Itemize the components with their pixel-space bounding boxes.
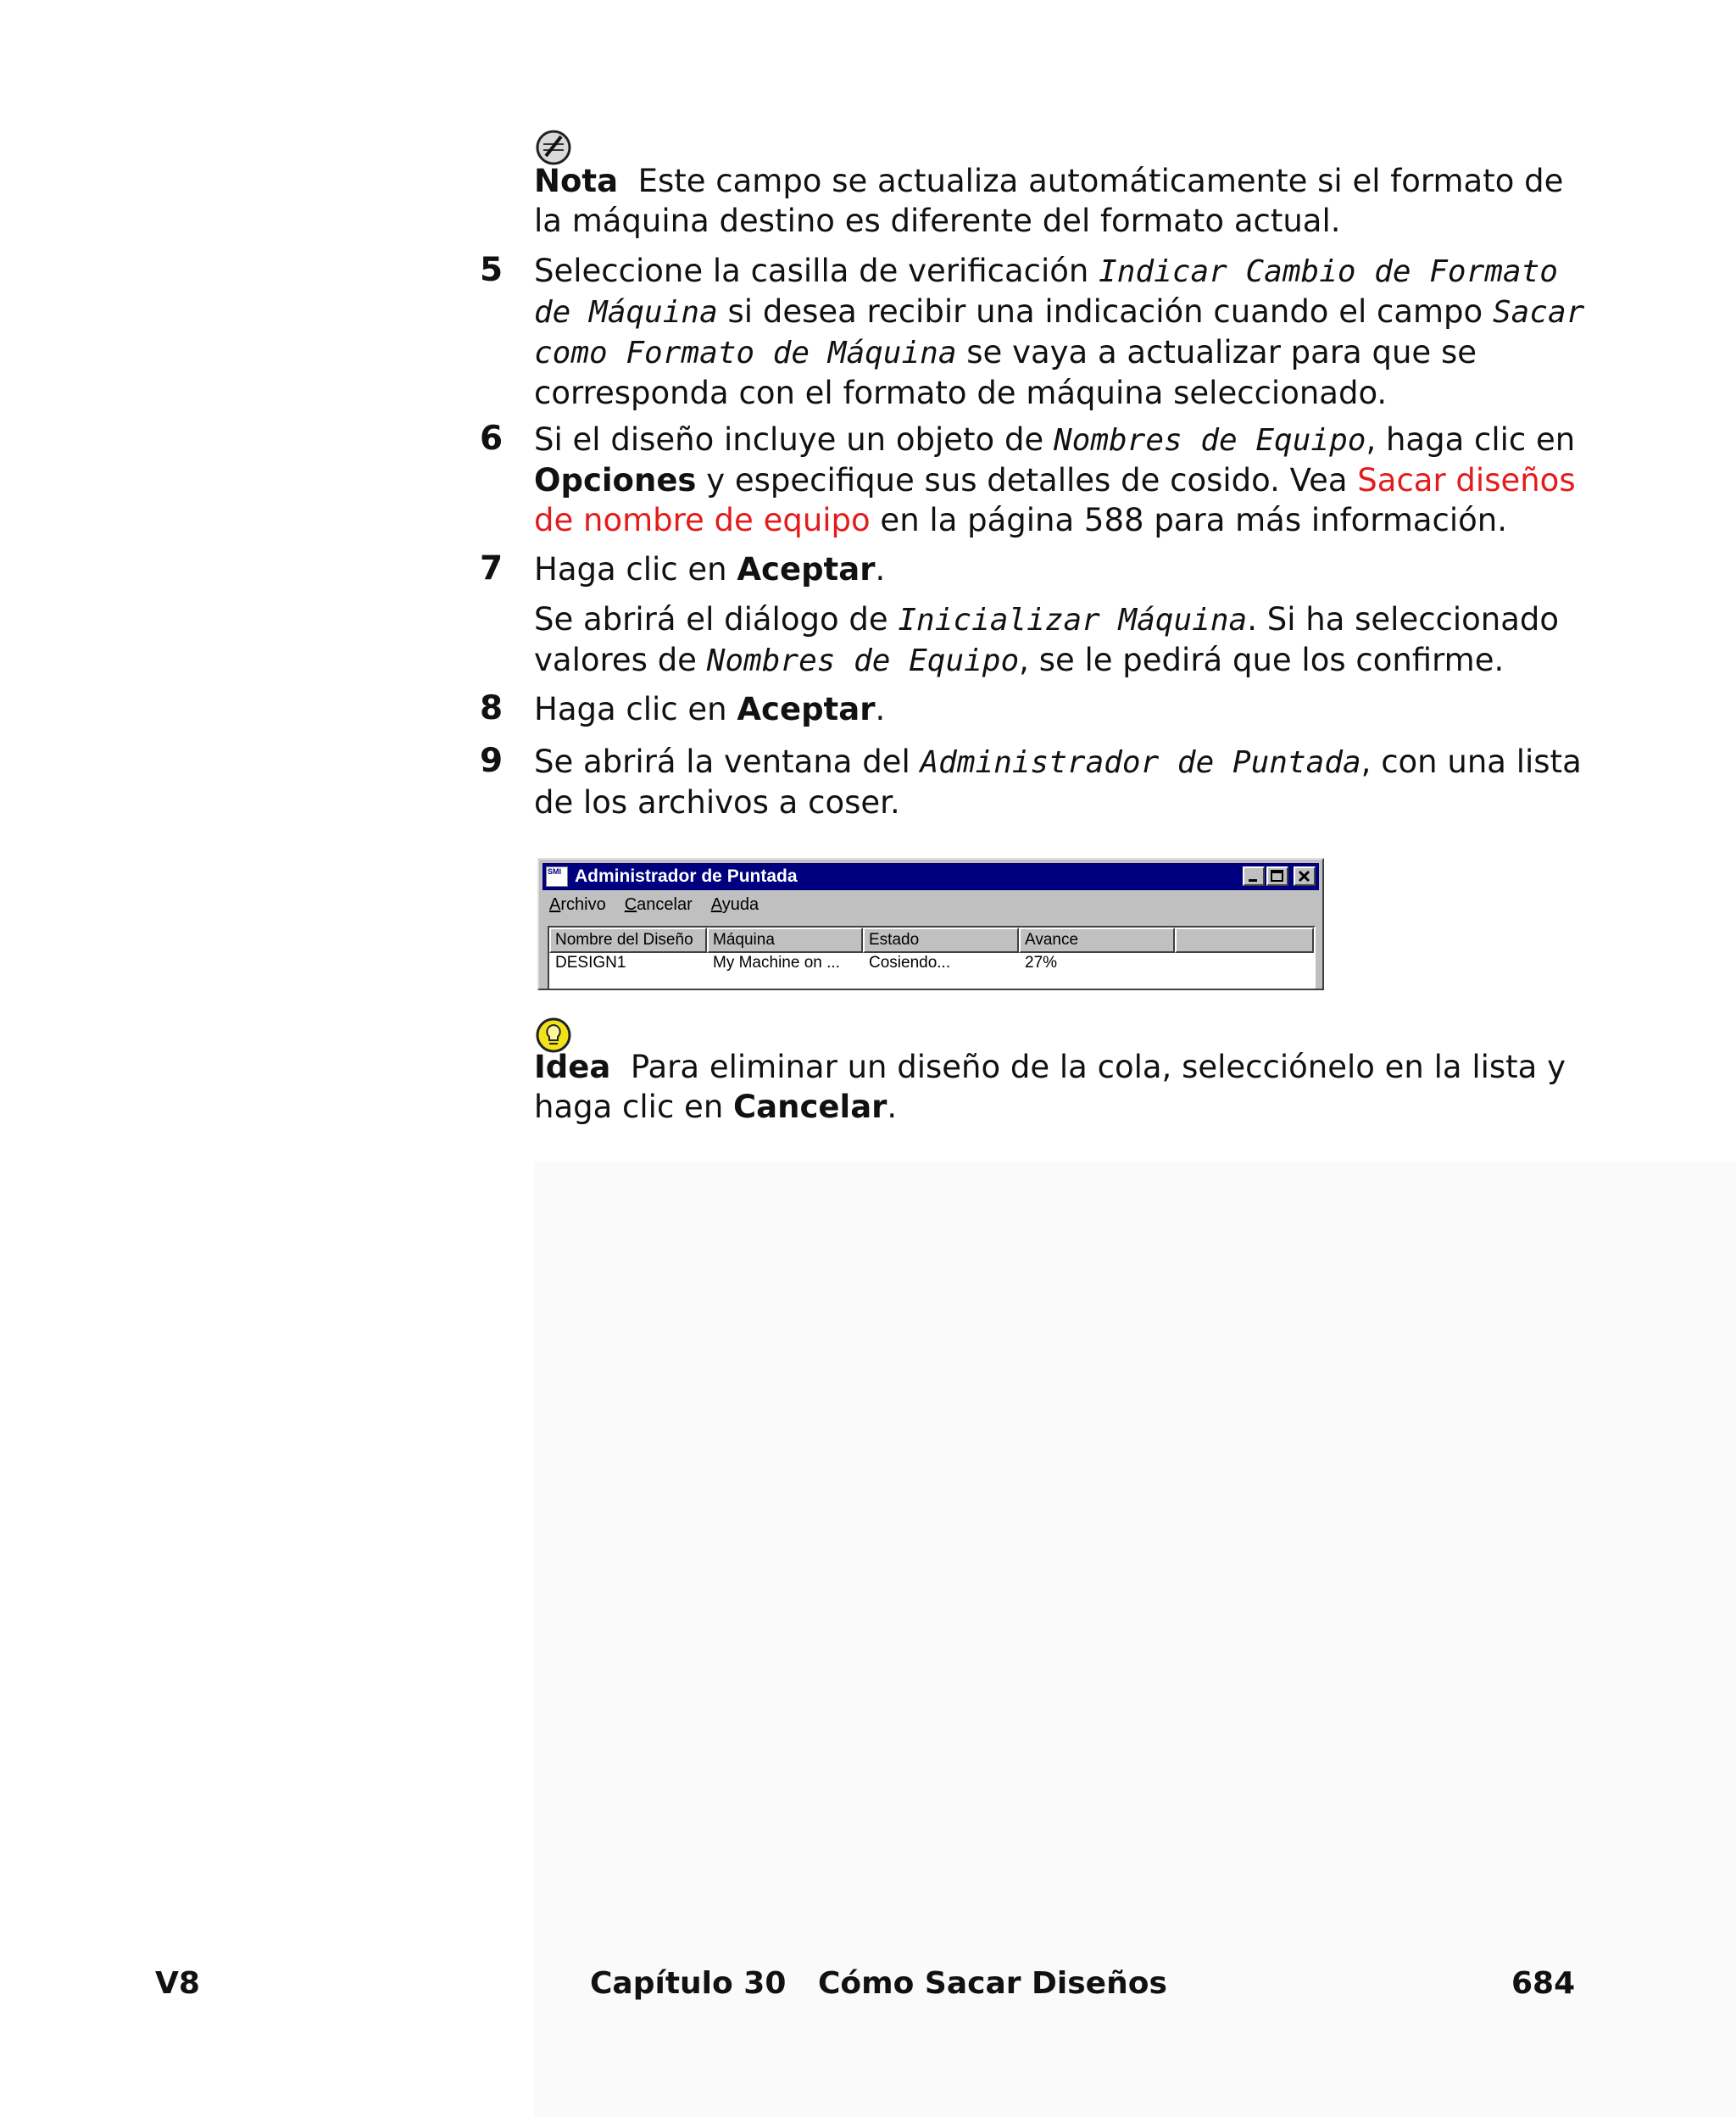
column-header-empty (1175, 928, 1314, 953)
column-header-machine[interactable]: Máquina (707, 928, 863, 953)
minimize-icon (1244, 868, 1263, 884)
note-label: Nota (534, 163, 619, 199)
ui-term-italic: Sacar como Formato de Máquina (534, 295, 1585, 370)
note-text: Este campo se actualiza automáticamente si el formato de la máquina destino es diferente del formato actual. (534, 163, 1564, 239)
step-text-part: Haga clic en (534, 551, 737, 588)
close-icon (1295, 868, 1314, 884)
cell-machine: My Machine on ... (713, 954, 840, 972)
ui-term-italic: Inicializar Máquina (898, 603, 1248, 638)
app-icon: SMI (546, 866, 568, 887)
tip-label: Idea (534, 1049, 611, 1085)
bold-term: Opciones (534, 462, 697, 499)
step-text-part: se vaya a actualizar para que se corresponda con el formato de máquina seleccionado. (534, 334, 1477, 411)
footer-page-number: 684 (1511, 1966, 1576, 2001)
step-text-part: en la página 588 para más información. (870, 502, 1508, 538)
ui-term-italic: Nombres de Equipo (706, 643, 1020, 678)
step-7-text (534, 549, 1585, 589)
bold-term: Aceptar (737, 551, 876, 588)
column-header-status[interactable]: Estado (863, 928, 1019, 953)
ui-term-italic: Administrador de Puntada (920, 745, 1361, 780)
column-header-design-name[interactable]: Nombre del Diseño (549, 928, 707, 953)
menu-cancelar[interactable]: Cancelar (624, 895, 693, 914)
cross-reference-link[interactable]: Sacar diseños de nombre de equipo (534, 462, 1576, 538)
menu-ayuda[interactable]: Ayuda (710, 895, 760, 914)
table-row[interactable] (549, 953, 1314, 973)
design-queue-list[interactable] (548, 926, 1316, 990)
cell-design-name: DESIGN1 (555, 954, 626, 972)
step-5-text (534, 251, 1585, 413)
close-button[interactable] (1294, 866, 1316, 886)
tip-text-end: . (887, 1089, 898, 1125)
maximize-button[interactable] (1266, 866, 1288, 886)
tip-bold-term: Cancelar (733, 1089, 887, 1125)
cell-progress: 27% (1025, 954, 1058, 972)
column-header-progress[interactable]: Avance (1019, 928, 1175, 953)
footer-version: V8 (155, 1966, 200, 2001)
step-text-part: , se le pedirá que los confirme. (1019, 642, 1505, 678)
step-text-part: . Si ha seleccionado valores de (534, 601, 1560, 678)
step-text-part: si desea recibir una indicación cuando el campo (717, 293, 1493, 330)
tip-block (534, 1047, 1585, 1127)
note-block (534, 161, 1585, 241)
footer-chapter: Capítulo 30 Cómo Sacar Diseños (590, 1966, 1167, 2001)
step-text-part: , con una lista de los archivos a coser. (534, 744, 1582, 821)
step-text-part: , haga clic en (1366, 421, 1576, 458)
step-number: 7 (480, 549, 504, 588)
step-text-part: . (875, 551, 886, 588)
step-7-subtext (534, 599, 1585, 681)
step-8-text (534, 689, 1585, 729)
list-header (549, 928, 1314, 953)
step-number: 8 (480, 689, 504, 727)
tip-text: Para eliminar un diseño de la cola, selecciónelo en la lista y haga clic en (534, 1049, 1566, 1125)
window-title: Administrador de Puntada (575, 866, 798, 886)
menu-archivo[interactable]: Archivo (549, 895, 606, 914)
step-text-part: Haga clic en (534, 691, 737, 727)
cell-status: Cosiendo... (869, 954, 951, 972)
step-text-part: y especifique sus detalles de cosido. Vea (696, 462, 1358, 499)
menu-bar (549, 895, 759, 915)
bold-term: Aceptar (737, 691, 876, 727)
step-number: 5 (480, 251, 504, 289)
step-text-part: . (875, 691, 886, 727)
step-text-part: Seleccione la casilla de verificación (534, 253, 1099, 289)
ui-term-italic: Indicar Cambio de Formato de Máquina (534, 254, 1558, 330)
maximize-icon (1268, 868, 1287, 884)
note-pencil-icon (536, 130, 571, 165)
step-9-text (534, 742, 1585, 822)
step-text-part: Se abrirá el diálogo de (534, 601, 899, 638)
window-titlebar[interactable] (542, 863, 1319, 890)
step-number: 9 (480, 742, 504, 780)
step-text-part: Se abrirá la ventana del (534, 744, 921, 780)
stitch-manager-window (537, 858, 1324, 990)
step-6-text (534, 420, 1585, 540)
minimize-button[interactable] (1243, 866, 1265, 886)
ui-term-italic: Nombres de Equipo (1053, 423, 1366, 458)
step-text-part: Si el diseño incluye un objeto de (534, 421, 1054, 458)
step-number: 6 (480, 420, 504, 458)
